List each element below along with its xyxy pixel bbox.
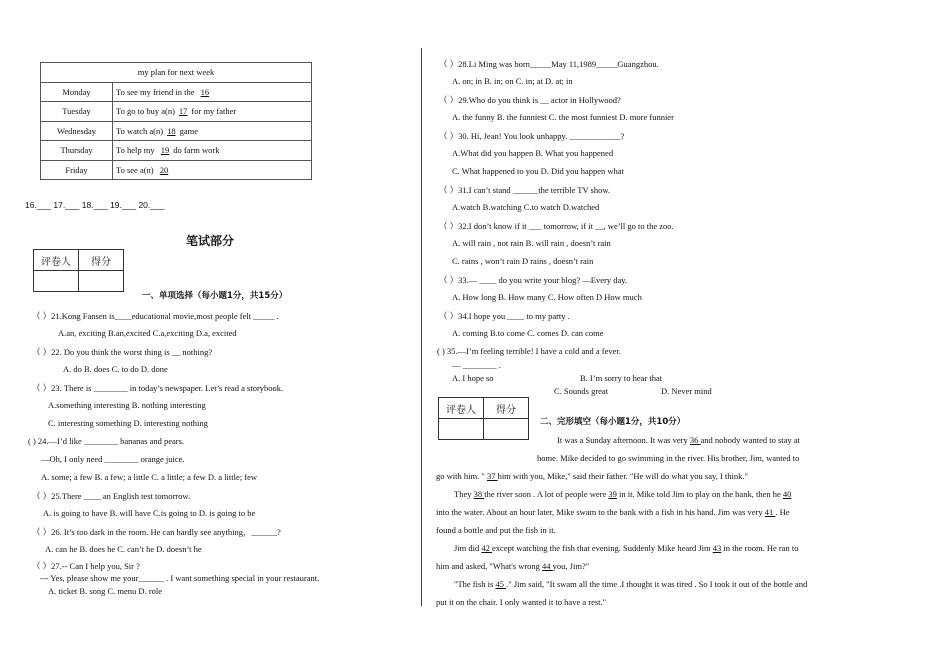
blank-number: 16 xyxy=(200,86,210,97)
question-line: — ________ . xyxy=(452,360,501,370)
question-line: A. do B. does C. to do D. done xyxy=(63,364,168,374)
passage-line xyxy=(557,435,800,445)
question-line: ( ) 35.—I’m feeling terrible! I have a cold and a fever. xyxy=(437,346,621,356)
passage-text: It was a Sunday afternoon. It was very xyxy=(557,435,690,445)
plan-activity xyxy=(113,121,312,141)
passage-line xyxy=(436,507,790,517)
question-line: A. some; a few B. a few; a little C. a little; a few D. a little; few xyxy=(41,472,257,482)
question-line: A. will rain , not rain B. will rain , doesn’t rain xyxy=(452,238,611,248)
question-line: （ ）22. Do you think the worst thing is __ nothing? xyxy=(32,347,213,357)
question-line: A. ticket B. song C. menu D. role xyxy=(48,586,163,596)
question-line: （ ）31.I can’t stand ______the terrible TV show. xyxy=(439,185,611,195)
activity-text: To watch a(n) xyxy=(116,125,164,136)
score-box-left xyxy=(33,249,124,292)
question-line: A. is going to have B. will have C.is going to D. is going to be xyxy=(43,508,256,518)
plan-activity xyxy=(113,141,312,161)
passage-text: Jim did xyxy=(454,543,482,553)
blank-number: 41 xyxy=(764,507,776,517)
question-line: （ ）23. There is ________ in today’s newspaper. Let’s read a storybook. xyxy=(32,383,284,393)
passage-text: into the water. About an hour later, Mike swam to the bank with a fish in his hand. Jim was very xyxy=(436,507,765,517)
plan-day: Wednesday xyxy=(41,121,113,141)
activity-text: do farm work xyxy=(173,145,220,156)
question-line: --- Yes, please show me your______ . I want something special in your restaurant. xyxy=(40,573,320,583)
column-divider xyxy=(421,48,422,606)
activity-text: To see a(n) xyxy=(116,164,156,175)
question-line: A. can he B. does he C. can’t he D. doesn’t he xyxy=(45,544,202,554)
blank-number: 40 xyxy=(782,489,792,499)
question-line: （ ）34.I hope you ____ to my party . xyxy=(439,311,570,321)
passage-text: put it on the chair. I only wanted it to have a rest." xyxy=(436,597,607,607)
passage-text: go with him. " xyxy=(436,471,487,481)
plan-activity xyxy=(113,82,312,102)
question-line: A. the funny B. the funniest C. the most funniest D. more funnier xyxy=(452,112,674,122)
reviewer-label: 评卷人 xyxy=(34,250,79,271)
score-label: 得分 xyxy=(484,398,529,419)
plan-row xyxy=(41,121,312,141)
question-line: A.something interesting B. nothing interesting xyxy=(48,400,206,410)
passage-line xyxy=(454,543,798,553)
score-label: 得分 xyxy=(79,250,124,271)
plan-activity xyxy=(113,102,312,122)
question-line: （ ）33.— ____ do you write your blog? —Every day. xyxy=(439,275,628,285)
passage-text: They xyxy=(454,489,474,499)
passage-line xyxy=(537,453,799,463)
passage-text: except watching the fish that evening. Suddenly Mike heard Jim xyxy=(492,543,713,553)
question-line: A.an, exciting B.an,excited C.a,exciting D.a, excited xyxy=(58,328,237,338)
score-cell[interactable] xyxy=(79,271,124,292)
plan-table-title: my plan for next week xyxy=(41,63,312,83)
passage-text: home. Mike decided to go swimming in the river. His brother, Jim, wanted to xyxy=(537,453,800,463)
question-line: A.What did you happen B. What you happened xyxy=(452,148,614,158)
blank-number: 37 xyxy=(486,471,498,481)
blank-number: 38 xyxy=(473,489,485,499)
plan-activity xyxy=(113,160,312,180)
section1-title: 一、单项选择（每小题1分，共15分） xyxy=(142,291,288,301)
blank-number: 20 xyxy=(159,164,169,175)
question-line: —Oh, I only need ________ orange juice. xyxy=(41,454,185,464)
passage-line xyxy=(436,561,589,571)
passage-text: in it. Mike told Jim to play on the bank, then he xyxy=(616,489,783,499)
blank-number: 36 xyxy=(689,435,701,445)
score-box-right xyxy=(438,397,529,440)
blank-number: 39 xyxy=(608,489,617,499)
blank-number: 18 xyxy=(167,125,176,136)
plan-day: Thursday xyxy=(41,141,113,161)
passage-line xyxy=(454,579,807,589)
passage-line xyxy=(436,471,748,481)
blank-number: 42 xyxy=(481,543,493,553)
passage-text: the river soon . A lot of people were xyxy=(484,489,609,499)
reviewer-cell[interactable] xyxy=(34,271,79,292)
passage-line xyxy=(436,525,556,535)
passage-text: you, Jim?" xyxy=(552,561,590,571)
passage-text: . He xyxy=(775,507,790,517)
activity-text: for my father xyxy=(191,106,237,117)
written-section-title: 笔试部分 xyxy=(186,234,235,248)
question-line: （ ）26. It’s too dark in the room. He can hardly see anything，______? xyxy=(32,527,281,537)
passage-text: and nobody wanted to stay at xyxy=(700,435,800,445)
question-line: （ ）27.-- Can I help you, Sir ? xyxy=(32,561,140,571)
passage-line xyxy=(454,489,791,499)
question-line: A. coming B.to come C. comes D. can come xyxy=(452,328,604,338)
question-line: C. What happened to you D. Did you happen what xyxy=(452,166,624,176)
question-line: A. I hope so xyxy=(452,373,494,383)
question-line: A. on; in B. in; on C. in; at D. at; in xyxy=(452,76,573,86)
plan-day: Tuesday xyxy=(41,102,113,122)
blank-number: 44 xyxy=(542,561,553,571)
question-line: A.watch B.watching C.to watch D.watched xyxy=(452,202,600,212)
question-line: D. Never mind xyxy=(661,386,712,396)
blank-number: 43 xyxy=(712,543,722,553)
plan-row xyxy=(41,82,312,102)
question-line: （ ）21.Kong Fansen is____educational movie,most people felt _____ . xyxy=(32,311,279,321)
question-line: （ ）25.There ____ an English test tomorrow. xyxy=(32,491,191,501)
blank-number: 45 xyxy=(495,579,507,589)
question-line: （ ）30. Hi, Jean! You look unhappy. ____________? xyxy=(439,131,625,141)
plan-table xyxy=(40,62,312,180)
question-line: A. How long B. How many C. How often D How much xyxy=(452,292,642,302)
section2-title: 二、完形填空（每小题1分，共10分） xyxy=(540,417,686,427)
reviewer-label: 评卷人 xyxy=(439,398,484,419)
question-line: ( ) 24.—I’d like ________ bananas and pears. xyxy=(28,436,185,446)
question-line: （ ）32.I don’t know if it ___ tomorrow, if it __, we’ll go to the zoo. xyxy=(439,221,674,231)
plan-row xyxy=(41,102,312,122)
activity-text: To see my friend in the xyxy=(116,86,197,97)
question-line: C. rains , won’t rain D rains , doesn’t rain xyxy=(452,256,594,266)
passage-text: ." Jim said, "It swam all the time .I thought it was tired . So I took it out of the bottle and xyxy=(506,579,808,589)
question-line: B. I’m sorry to hear that xyxy=(580,373,663,383)
passage-text: found a bottle and put the fish in it. xyxy=(436,525,556,535)
passage-text: "The fish is xyxy=(454,579,496,589)
reviewer-cell[interactable] xyxy=(439,419,484,440)
passage-text: him with you, Mike," said their father. "He will do what you say, I think." xyxy=(497,471,748,481)
question-line: （ ）29.Who do you think is __ actor in Hollywood? xyxy=(439,95,621,105)
activity-text: To help my xyxy=(116,145,157,156)
plan-row xyxy=(41,141,312,161)
plan-row xyxy=(41,160,312,180)
plan-day: Friday xyxy=(41,160,113,180)
answer-line: 16.___ 17.___ 18.___ 19.___ 20.___ xyxy=(25,200,165,210)
activity-text: To go to buy a(n) xyxy=(116,106,175,117)
blank-number: 17 xyxy=(178,106,188,117)
blank-number: 19 xyxy=(160,145,170,156)
score-cell[interactable] xyxy=(484,419,529,440)
passage-text: in the room. He ran to xyxy=(721,543,799,553)
passage-text: him and asked, "What's wrong xyxy=(436,561,543,571)
question-line: （ ）28.Li Ming was born_____May 11,1989_____Guangzhou. xyxy=(439,59,659,69)
activity-text: game xyxy=(179,125,198,136)
question-line: C. Sounds great xyxy=(554,386,609,396)
question-line: C. interesting something D. interesting nothing xyxy=(48,418,208,428)
plan-day: Monday xyxy=(41,82,113,102)
passage-line xyxy=(436,597,606,607)
